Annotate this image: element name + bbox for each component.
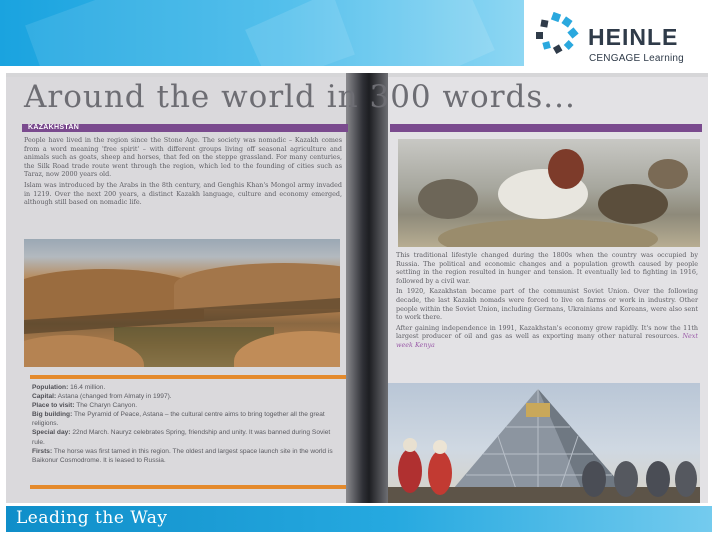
logo-subtitle: CENGAGE Learning (589, 53, 684, 64)
fact-item: Special day: 22nd March. Nauryz celebrates Spring, friendship and unity. It was banned during Soviet rule. (32, 429, 331, 446)
facts-box (32, 383, 344, 465)
paragraph: In 1920, Kazakhstan became part of the communist Soviet Union. Over the following decade, the last Kazakh nomads were forced to live on farms or work in industry. Other people within the Soviet Union, including Germans, Ukrainians and Koreans, were also sent to work there. (396, 287, 698, 322)
country-label: KAZAKHSTAN (28, 124, 80, 131)
heinle-logo-mark-icon (534, 12, 580, 58)
fact-item: Capital: Astana (changed from Almaty in 1997). (32, 393, 172, 401)
heinle-logo (530, 8, 720, 68)
right-body-text (396, 251, 698, 352)
fact-item: Big building: The Pyramid of Peace, Astana – the cultural centre aims to bring together all the great religions. (32, 411, 325, 428)
fact-item: Place to visit: The Charyn Canyon. (32, 402, 138, 410)
fact-item: Firsts: The horse was first tamed in this region. The oldest and largest space launch site in the world is Baikonur Cosmodrome. It is leased to Russia. (32, 447, 333, 464)
fact-item: Population: 16.4 million. (32, 384, 106, 391)
horseman-illustration (398, 139, 700, 247)
magazine-scan (6, 73, 708, 503)
left-body-text (24, 136, 342, 209)
pyramid-drawing (388, 383, 700, 503)
country-bar-right (390, 124, 702, 132)
paragraph: This traditional lifestyle changed during the 1800s when the country was occupied by Russia. The political and economic changes and a population growth caused by people settling in the region resulted in hunger and tension. It eventually led to fighting in 1916, followed by a civil war. (396, 251, 698, 285)
page-gutter (346, 73, 388, 503)
next-week-link: Next week Kenya (396, 332, 698, 349)
orange-rule-bottom (30, 485, 346, 489)
paragraph: After gaining independence in 1991, Kazakhstan's economy grew rapidly. It's now the 11th largest producer of oil and gas as well as exporting many other natural resources. Next week Kenya (396, 323, 698, 349)
paragraph: People have lived in the region since the Stone Age. The society was nomadic – Kazakh comes from a word meaning 'free spirit' – with different groups living off seasonal agriculture and animals such as goats, sheep and horses, that fed on the steppe grassland. For many centuries, the Silk Road trade route went through the region, which led to the founding of cities such as Taraz, now 2000 years old. (24, 136, 342, 179)
footer-band (6, 506, 712, 532)
logo-wordmark: HEINLE (588, 24, 679, 50)
header-band (0, 0, 524, 66)
canyon-photo (24, 239, 340, 367)
article-title: Around the world in 300 words... (24, 79, 576, 115)
footer-tagline: Leading the Way (16, 508, 168, 528)
orange-rule-top (30, 375, 346, 379)
paragraph: Islam was introduced by the Arabs in the 8th century, and Genghis Khan's Mongol army invaded in 1219. Over the next 200 years, a distinct Kazakh language, culture and economy emerged, although still based on nomadic life. (24, 180, 342, 207)
pyramid-photo (388, 383, 700, 503)
